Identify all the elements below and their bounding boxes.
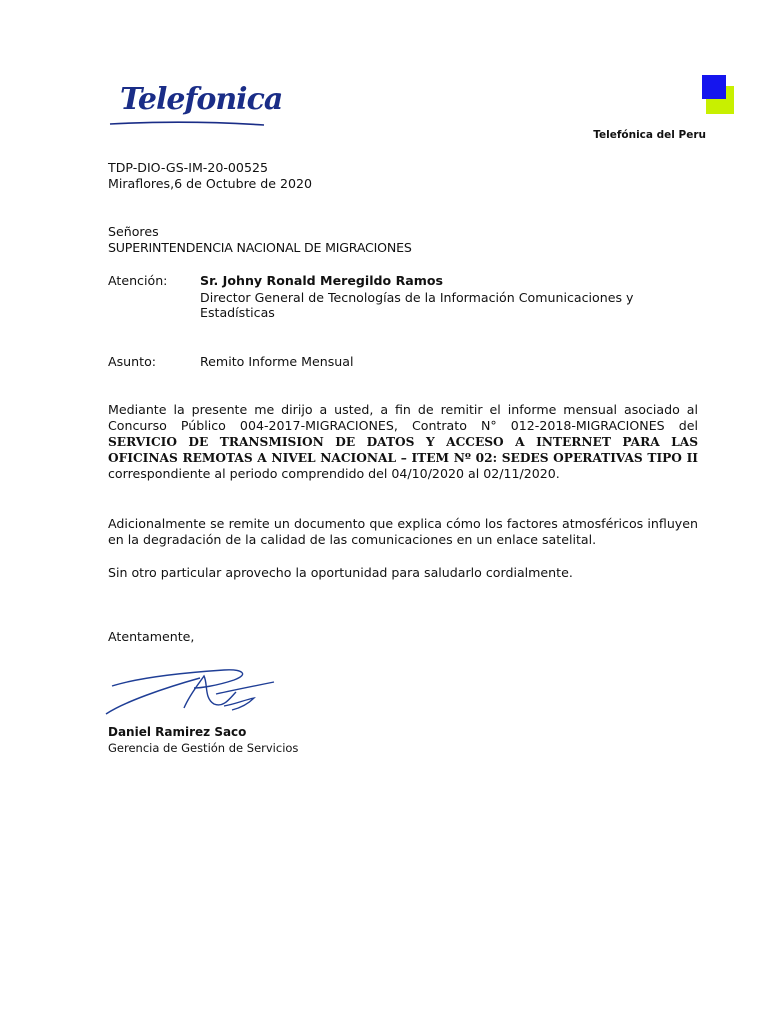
- attention-title-line2: Estadísticas: [200, 305, 275, 320]
- p1-end: correspondiente al periodo comprendido del 04/10/2020 al 02/11/2020.: [108, 466, 560, 481]
- p1-service-name: SERVICIO DE TRANSMISION DE DATOS Y ACCESO A INTERNET PARA LAS OFICINAS REMOTAS A NIVEL NACIONAL – ITEM Nº 02: SEDES OPERATIVAS TIPO II: [108, 435, 698, 465]
- logo-wordmark: Telefonica: [120, 82, 283, 117]
- attention-label: Atención:: [108, 273, 168, 288]
- body-paragraph-1: [108, 402, 698, 482]
- subject-value: Remito Informe Mensual: [200, 354, 354, 369]
- company-name: Telefónica del Peru: [593, 129, 706, 141]
- attention-title-line1: Director General de Tecnologías de la Información Comunicaciones y: [200, 290, 634, 305]
- subject-label: Asunto:: [108, 354, 157, 369]
- brand-square-blue: [702, 75, 726, 99]
- p1-intro: Mediante la presente me dirijo a usted, a fin de remitir el informe mensual asociado al Concurso Público 004-2017-MIGRACIONES, Contrato N° 012-2018-MIGRACIONES del: [108, 402, 698, 433]
- place-date: Miraflores,6 de Octubre de 2020: [108, 176, 313, 191]
- recipient-organization: SUPERINTENDENCIA NACIONAL DE MIGRACIONES: [108, 240, 412, 255]
- telefonica-logo: [106, 80, 283, 130]
- signer-department: Gerencia de Gestión de Servicios: [108, 741, 299, 755]
- attention-name: Sr. Johny Ronald Meregildo Ramos: [200, 273, 444, 288]
- closing-farewell: Atentamente,: [108, 629, 195, 644]
- signer-name: Daniel Ramirez Saco: [108, 725, 247, 739]
- salutation: Señores: [108, 224, 159, 239]
- reference-number: TDP-DIO-GS-IM-20-00525: [108, 160, 268, 175]
- signature: [104, 664, 280, 724]
- body-paragraph-2: Adicionalmente se remite un documento que explica cómo los factores atmosféricos influyen en la degradación de la calidad de las comunicaciones en un enlace satelital.: [108, 516, 698, 547]
- body-paragraph-3: Sin otro particular aprovecho la oportunidad para saludarlo cordialmente.: [108, 565, 573, 580]
